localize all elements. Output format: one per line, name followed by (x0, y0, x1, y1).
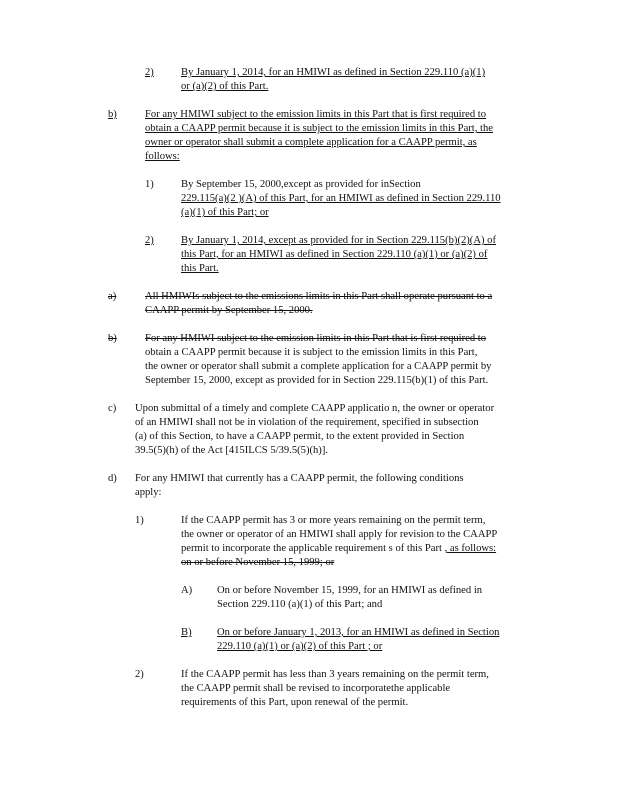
text-line (181, 542, 496, 556)
text-line: follows: (145, 151, 180, 162)
item-label: 1) (145, 179, 154, 190)
item-label: A) (181, 585, 193, 596)
item-label: c) (108, 403, 117, 414)
text-line: the owner or operator of an HMIWI shall apply for revision to the CAAPP (181, 529, 498, 540)
item-label: b) (108, 333, 117, 344)
item-label: d) (108, 473, 117, 484)
text-line: Section 229.110 (a)(1) of this Part; and (217, 599, 383, 610)
text-line: If the CAAPP permit has less than 3 years remaining on the permit term, (181, 669, 489, 680)
struck-text-line: For any HMIWI subject to the emission limits in this Part that is first required to (145, 333, 487, 344)
item-label: a) (108, 291, 117, 302)
text-line: the CAAPP permit shall be revised to incorporatethe applicable (181, 683, 451, 694)
item-label: 2) (135, 669, 144, 680)
text-line: 229.115(a)(2 )(A) of this Part, for an HMIWI as defined in Section 229.110 (181, 193, 501, 204)
text-line: or (a)(2) of this Part. (181, 81, 269, 92)
struck-text-line: All HMIWIs subject to the emissions limits in this Part shall operate pursuant to a (145, 291, 493, 302)
text-line: By September 15, 2000,except as provided for inSection (181, 179, 421, 190)
text-line: For any HMIWI subject to the emission limits in this Part that is first required to (145, 109, 487, 120)
text-segment: permit to incorporate the applicable requirement s of this Part (181, 543, 445, 554)
text-line: For any HMIWI that currently has a CAAPP permit, the following conditions (135, 473, 464, 484)
text-line: the owner or operator shall submit a complete application for a CAAPP permit by (145, 361, 492, 372)
text-line: By January 1, 2014, except as provided for in Section 229.115(b)(2)(A) of (181, 235, 496, 246)
item-label: 2) (145, 67, 154, 78)
text-line: obtain a CAAPP permit because it is subject to the emission limits in this Part, the (145, 123, 493, 134)
item-label: b) (108, 109, 117, 120)
struck-text-line: on or before November 15, 1999; or (181, 557, 335, 568)
text-line: On or before January 1, 2013, for an HMIWI as defined in Section (217, 627, 500, 638)
text-line: 39.5(5)(h) of the Act [415ILCS 5/39.5(5)(h)]. (135, 445, 328, 456)
text-line: obtain a CAAPP permit because it is subject to the emission limits in this Part, (145, 347, 478, 358)
text-line: On or before November 15, 1999, for an HMIWI as defined in (217, 585, 483, 596)
text-line: owner or operator shall submit a complete application for a CAAPP permit, as (145, 137, 477, 148)
text-line: September 15, 2000, except as provided for in Section 229.115(b)(1) of this Part. (145, 375, 489, 386)
item-label: B) (181, 627, 192, 638)
text-line: 229.110 (a)(1) or (a)(2) of this Part ; or (217, 641, 383, 652)
item-label: 1) (135, 515, 144, 526)
text-line: apply: (135, 487, 162, 498)
inserted-text: , as follows: (444, 543, 497, 554)
text-line: (a)(1) of this Part; or (181, 207, 269, 218)
struck-text-line: CAAPP permit by September 15, 2000. (145, 305, 313, 316)
item-label: 2) (145, 235, 154, 246)
text-line: Upon submittal of a timely and complete CAAPP applicatio n, the owner or operator (135, 403, 495, 414)
text-line: this Part, for an HMIWI as defined in Section 229.110 (a)(1) or (a)(2) of (181, 249, 488, 260)
text-line: (a) of this Section, to have a CAAPP permit, to the extent provided in Section (135, 431, 465, 442)
text-line: this Part. (181, 263, 219, 274)
text-line: requirements of this Part, upon renewal of the permit. (181, 697, 409, 708)
text-line: If the CAAPP permit has 3 or more years remaining on the permit term, (181, 515, 486, 526)
text-line: of an HMIWI shall not be in violation of the requirement, specified in subsection (135, 417, 479, 428)
text-line: By January 1, 2014, for an HMIWI as defined in Section 229.110 (a)(1) (181, 67, 486, 78)
